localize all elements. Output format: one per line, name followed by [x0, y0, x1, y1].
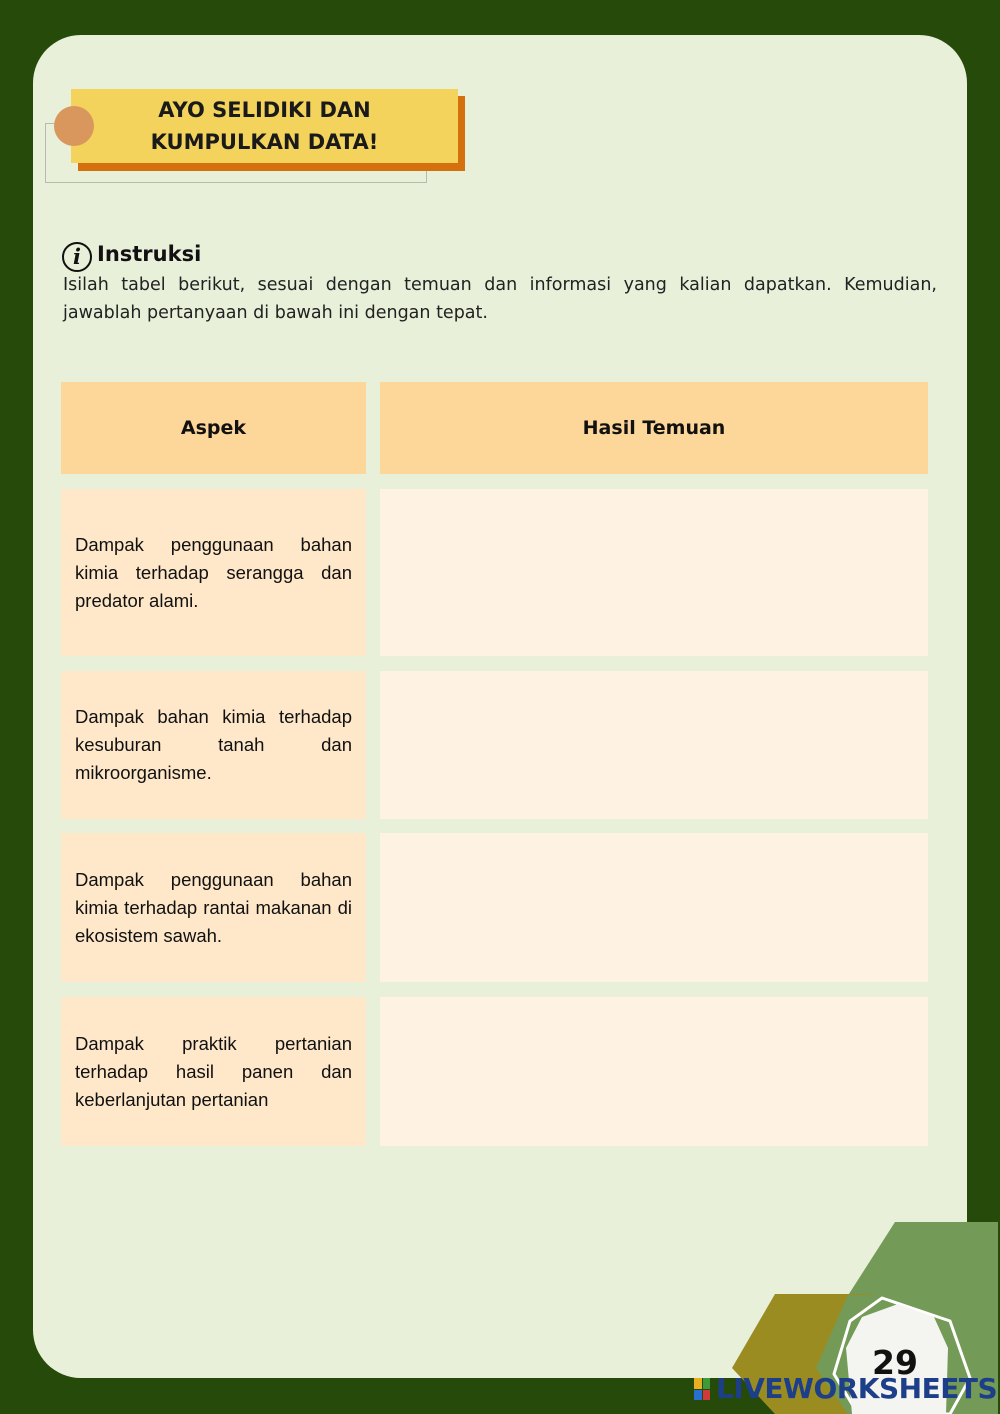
table-row-4-result-field[interactable]	[380, 997, 928, 1146]
table-row-3-result-field[interactable]	[380, 833, 928, 982]
aspect-text: Dampak praktik pertanian terhadap hasil panen dan keberlanjutan pertanian	[75, 1032, 352, 1110]
banner-title-line-1: AYO SELIDIKI DAN	[158, 98, 371, 122]
aspect-text: Dampak penggunaan bahan kimia terhadap rantai makanan di ekosistem sawah.	[75, 868, 352, 946]
table-row-2-aspect	[61, 671, 366, 819]
table-header-result: Hasil Temuan	[380, 382, 928, 474]
aspect-text: Dampak bahan kimia terhadap kesuburan tanah dan mikroorganisme.	[75, 706, 352, 783]
info-icon: i	[62, 242, 92, 272]
section-title-banner	[71, 89, 458, 163]
banner-circle-decoration	[54, 106, 94, 146]
page-number: 29	[872, 1343, 918, 1382]
table-row-2-result-field[interactable]	[380, 671, 928, 819]
aspect-text: Dampak penggunaan bahan kimia terhadap serangga dan predator alami.	[75, 533, 352, 611]
table-row-3-aspect	[61, 833, 366, 982]
instructions-text: Isilah tabel berikut, sesuai dengan temuan dan informasi yang kalian dapatkan. Kemudian, jawablah pertanyaan di bawah ini dengan tepat.	[63, 275, 937, 323]
table-header-aspect: Aspek	[61, 382, 366, 474]
liveworksheets-watermark: LIVEWORKSHEETS	[716, 1372, 998, 1405]
table-row-1-result-field[interactable]	[380, 489, 928, 656]
table-row-1-aspect	[61, 489, 366, 656]
liveworksheets-logo-icon	[694, 1378, 710, 1400]
table-row-4-aspect	[61, 997, 366, 1146]
instructions-title: Instruksi	[97, 242, 202, 266]
banner-title-line-2: KUMPULKAN DATA!	[150, 130, 379, 154]
